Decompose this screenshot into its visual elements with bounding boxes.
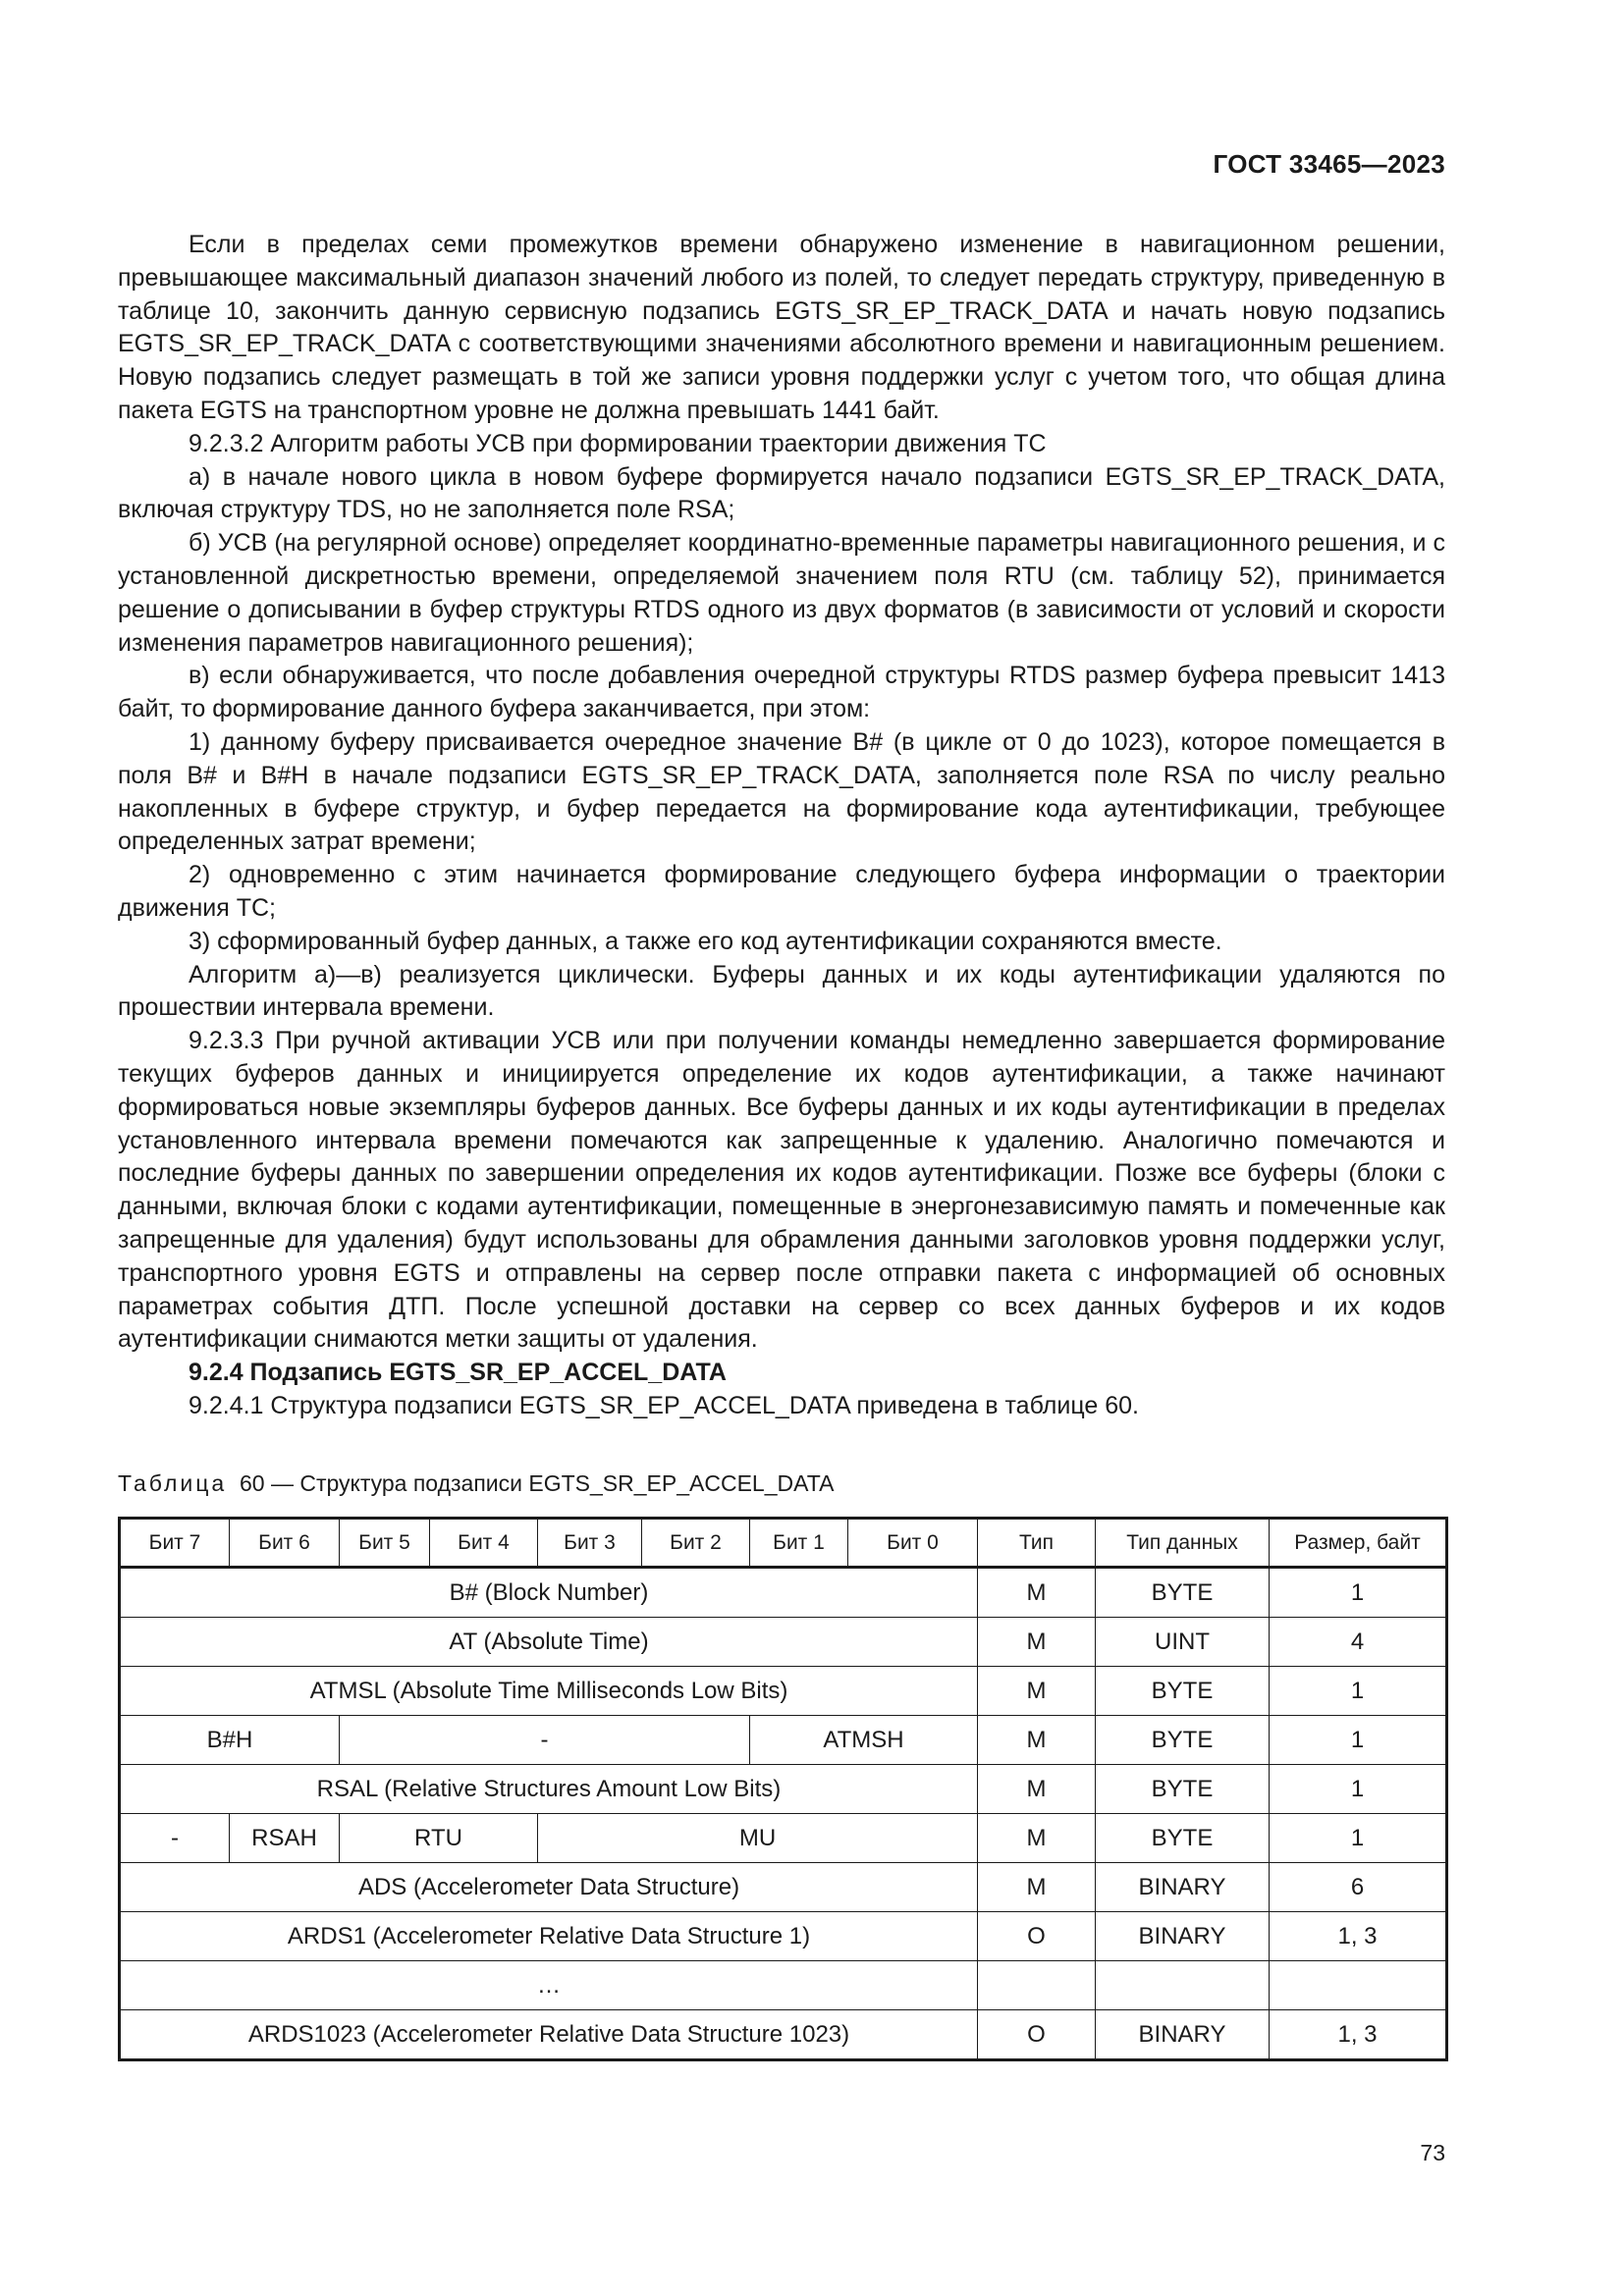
size-cell: 4 (1270, 1618, 1447, 1667)
paragraph: 9.2.3.3 При ручной активации УСВ или при получении команды немедленно завершается формирование текущих буферов данных и инициируется определение их кодов аутентификации, а также начинают формироваться новые экземпляры буферов данных. Все буферы данных и их коды аутентификации в пределах установленного интервала времени помечаются как запрещенные к удалению. Аналогично помечаются и последние буферы данных по завершении определения их кодов аутентификации. Позже все буферы (блоки с данными, включая блоки с кодами аутентификации, помещенные в энергонезависимую память и помеченные как запрещенные для удаления) будут использованы для обрамления данными заголовков уровня поддержки услуг, транспортного уровня EGTS и отправлены на сервер после отправки пакета с информацией об основных параметрах события ДТП. После успешной доставки на сервер со всех данных буферов и их кодов аутентификации снимаются метки защиты от удаления. (118, 1027, 1445, 1354)
bit-field-cell: - (120, 1814, 230, 1863)
paragraph: 3) сформированный буфер данных, а также его код аутентификации сохраняются вместе. (189, 927, 1222, 955)
table-row (120, 1568, 1447, 1618)
size-cell: 6 (1270, 1863, 1447, 1912)
structure-table (118, 1517, 1448, 2061)
table-row (120, 1765, 1447, 1814)
datatype-cell: BINARY (1096, 1863, 1270, 1912)
paragraph: в) если обнаруживается, что после добавления очередной структуры RTDS размер буфера превысит 1413 байт, то формирование данного буфера заканчивается, при этом: (118, 662, 1445, 723)
page-number: 73 (1420, 2140, 1445, 2165)
table-row (120, 1618, 1447, 1667)
type-cell: O (978, 1912, 1096, 1961)
header-cell: Бит 2 (642, 1519, 750, 1568)
datatype-cell (1096, 1961, 1270, 2010)
datatype-cell: BYTE (1096, 1568, 1270, 1618)
type-cell: M (978, 1667, 1096, 1716)
header-cell: Тип (978, 1519, 1096, 1568)
paragraph: Если в пределах семи промежутков времени обнаружено изменение в навигационном решении, превышающее максимальный диапазон значений любого из полей, то следует передать структуру, приведенную в таблице 10, закончить данную сервисную подзапись EGTS_SR_EP_TRACK_DATA и начать новую подзапись EGTS_SR_EP_TRACK_DATA с соответствующими значениями абсолютного времени и навигационным решением. Новую подзапись следует размещать в той же записи уровня поддержки услуг с учетом того, что общая длина пакета EGTS на транспортном уровне не должна превышать 1441 байт. (118, 231, 1445, 424)
header-cell: Размер, байт (1270, 1519, 1447, 1568)
document-code: ГОСТ 33465—2023 (1213, 149, 1445, 179)
type-cell: O (978, 2010, 1096, 2060)
size-cell: 1 (1270, 1765, 1447, 1814)
size-cell: 1, 3 (1270, 2010, 1447, 2060)
bit-field-cell: RSAH (230, 1814, 340, 1863)
table-caption (118, 1468, 834, 1498)
type-cell (978, 1961, 1096, 2010)
header-cell: Бит 3 (538, 1519, 642, 1568)
size-cell: 1, 3 (1270, 1912, 1447, 1961)
header-cell: Бит 6 (230, 1519, 340, 1568)
type-cell: M (978, 1814, 1096, 1863)
paragraph: 1) данному буферу присваивается очередное значение B# (в цикле от 0 до 1023), которое помещается в поля B# и B#H в начале подзаписи EGTS_SR_EP_TRACK_DATA, заполняется поле RSA по числу реально накопленных в буфере структур, и буфер передается на формирование кода аутентификации, требующее определенных затрат времени; (118, 727, 1445, 856)
paragraph: б) УСВ (на регулярной основе) определяет координатно-временные параметры навигационного решения, и с установленной дискретностью времени, определяемой значением поля RTU (см. таблицу 52), принимается решение о дописывании в буфер структуры RTDS одного из двух форматов (в зависимости от условий и скорости изменения параметров навигационного решения); (118, 529, 1445, 657)
paragraph: 2) одновременно с этим начинается формирование следующего буфера информации о траектории движения ТС; (118, 861, 1445, 922)
type-cell: M (978, 1716, 1096, 1765)
table-row (120, 2010, 1447, 2060)
table-header-row (120, 1519, 1447, 1568)
type-cell: M (978, 1765, 1096, 1814)
datatype-cell: BYTE (1096, 1814, 1270, 1863)
section-heading: 9.2.4 Подзапись EGTS_SR_EP_ACCEL_DATA (189, 1359, 727, 1387)
table-row (120, 1716, 1447, 1765)
bit-field-cell: B#H (120, 1716, 340, 1765)
table-row (120, 1912, 1447, 1961)
table-caption-label: Таблица (118, 1470, 228, 1496)
header-cell: Бит 0 (848, 1519, 978, 1568)
table-row (120, 1667, 1447, 1716)
field-cell: ADS (Accelerometer Data Structure) (120, 1863, 978, 1912)
type-cell: M (978, 1863, 1096, 1912)
table-row (120, 1814, 1447, 1863)
size-cell: 1 (1270, 1568, 1447, 1618)
datatype-cell: BYTE (1096, 1667, 1270, 1716)
paragraph: Алгоритм а)—в) реализуется циклически. Буферы данных и их коды аутентификации удаляются по прошествии интервала времени. (118, 960, 1445, 1022)
datatype-cell: UINT (1096, 1618, 1270, 1667)
bit-field-cell: RTU (340, 1814, 538, 1863)
datatype-cell: BINARY (1096, 1912, 1270, 1961)
paragraph: а) в начале нового цикла в новом буфере формируется начало подзаписи EGTS_SR_EP_TRACK_DATA, включая структуру TDS, но не заполняется поле RSA; (118, 462, 1445, 524)
size-cell: 1 (1270, 1814, 1447, 1863)
header-cell: Бит 1 (750, 1519, 848, 1568)
field-cell: B# (Block Number) (120, 1568, 978, 1618)
table-caption-text: 60 — Структура подзаписи EGTS_SR_EP_ACCEL_DATA (239, 1470, 835, 1496)
type-cell: M (978, 1618, 1096, 1667)
datatype-cell: BYTE (1096, 1765, 1270, 1814)
field-cell: ARDS1 (Accelerometer Relative Data Structure 1) (120, 1912, 978, 1961)
size-cell: 1 (1270, 1667, 1447, 1716)
field-cell: ARDS1023 (Accelerometer Relative Data Structure 1023) (120, 2010, 978, 2060)
header-cell: Бит 4 (430, 1519, 538, 1568)
bit-field-cell: - (340, 1716, 750, 1765)
datatype-cell: BINARY (1096, 2010, 1270, 2060)
field-cell: … (120, 1961, 978, 2010)
field-cell: RSAL (Relative Structures Amount Low Bits) (120, 1765, 978, 1814)
header-cell: Тип данных (1096, 1519, 1270, 1568)
paragraph: 9.2.4.1 Структура подзаписи EGTS_SR_EP_ACCEL_DATA приведена в таблице 60. (189, 1391, 1139, 1419)
type-cell: M (978, 1568, 1096, 1618)
body-text (118, 229, 1445, 1423)
table-row (120, 1961, 1447, 2010)
header-cell: Бит 7 (120, 1519, 230, 1568)
field-cell: AT (Absolute Time) (120, 1618, 978, 1667)
header-cell: Бит 5 (340, 1519, 430, 1568)
table-row (120, 1863, 1447, 1912)
bit-field-cell: MU (538, 1814, 978, 1863)
bit-field-cell: ATMSH (750, 1716, 978, 1765)
paragraph: 9.2.3.2 Алгоритм работы УСВ при формировании траектории движения ТС (189, 429, 1047, 457)
datatype-cell: BYTE (1096, 1716, 1270, 1765)
size-cell (1270, 1961, 1447, 2010)
field-cell: ATMSL (Absolute Time Milliseconds Low Bits) (120, 1667, 978, 1716)
size-cell: 1 (1270, 1716, 1447, 1765)
